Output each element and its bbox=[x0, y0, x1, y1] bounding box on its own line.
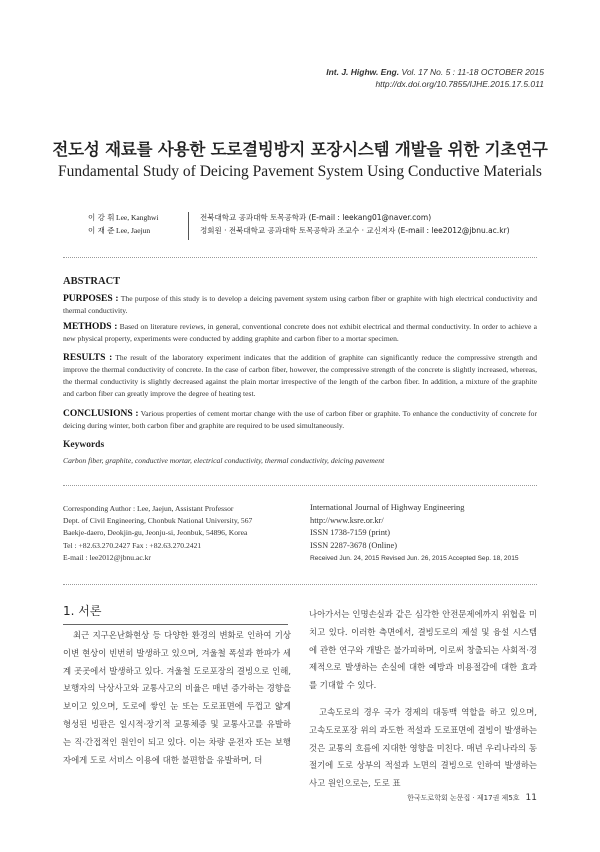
methods-text: Based on literature reviews, in general, conventional concrete does not exhibit electrical and thermal conductivity. In order to achieve a new physical property, experiments were conducted by adding graphite and carbon fiber to a mortar specimen. bbox=[63, 322, 537, 343]
author-block bbox=[88, 211, 510, 237]
doi-link[interactable]: http://dx.doi.org/10.7855/IJHE.2015.17.5.011 bbox=[375, 79, 544, 89]
author-row bbox=[88, 211, 510, 224]
author-english-name: Lee, Jaejun bbox=[116, 226, 151, 235]
volume-info: Vol. 17 No. 5 : 11-18 OCTOBER 2015 bbox=[399, 67, 544, 77]
author-english-name: Lee, Kanghwi bbox=[116, 213, 159, 222]
section-heading: 1. 서론 bbox=[63, 604, 102, 618]
abstract-conclusions bbox=[63, 408, 537, 432]
body-paragraph: 최근 지구온난화현상 등 다양한 환경의 변화로 인하여 기상이변 현상이 빈번히 발생하고 있으며, 겨울철 폭설과 한파가 세계 곳곳에서 발생하고 있다. 겨울철 도로포장의 결빙으로 인해, 보행자의 낙상사고와 교통사고의 비율은 매년 증가하는 경향을 보이고 있으며, 도로에 쌓인 눈 또는 도로표면에 두껍고 얇게 형성된 빙판은 일시적·장기적 교통체증 및 교통사고를 유발하는 직·간접적인 원인이 되고 있다. 이는 차량 운전자 또는 보행자에게 도로 서비스 이용에 대한 불편함을 유발하며, 더 bbox=[63, 630, 291, 765]
corr-line: Tel : +82.63.270.2427 Fax : +82.63.270.2421 bbox=[63, 540, 202, 550]
author-row bbox=[88, 224, 510, 237]
divider bbox=[63, 485, 537, 486]
corr-line: Baekje-daero, Deokjin-gu, Jeonju-si, Jeonbuk, 54896, Korea bbox=[63, 528, 248, 538]
corresponding-author bbox=[63, 503, 252, 564]
author-korean-name: 이 재 준 bbox=[88, 226, 115, 235]
abstract-heading: ABSTRACT bbox=[63, 276, 121, 287]
section-rule bbox=[63, 624, 288, 625]
author-korean-name: 이 강 휘 bbox=[88, 213, 115, 222]
corr-email: E-mail : lee2012@jbnu.ac.kr bbox=[63, 552, 151, 562]
conclusions-text: Various properties of cement mortar change with the use of carbon fiber or graphite. To enhance the conductivity of concrete for deicing during winter, both carbon fiber and graphite are required to be used simultaneously. bbox=[63, 409, 537, 430]
journal-abbrev: Int. J. Highw. Eng. bbox=[326, 67, 400, 77]
journal-info bbox=[310, 502, 519, 566]
purposes-text: The purpose of this study is to develop a deicing pavement system using carbon fiber or graphite with high electrical conductivity and thermal conductivity. bbox=[63, 294, 537, 315]
journal-name: International Journal of Highway Engineering bbox=[310, 503, 465, 512]
abstract-purposes bbox=[63, 293, 537, 317]
corr-line: Dept. of Civil Engineering, Chonbuk National University, 567 bbox=[63, 516, 253, 526]
journal-url[interactable]: http://www.ksre.or.kr/ bbox=[310, 515, 384, 525]
issn-print: ISSN 1738-7159 (print) bbox=[310, 528, 391, 538]
divider bbox=[63, 584, 537, 585]
results-label: RESULTS : bbox=[63, 353, 113, 363]
corr-line: Corresponding Author : Lee, Jaejun, Assistant Professor bbox=[63, 504, 234, 513]
methods-label: METHODS : bbox=[63, 322, 118, 332]
body-column-right bbox=[309, 606, 537, 793]
results-text: The result of the laboratory experiment indicates that the addition of graphite can significantly reduce the compressive strength and improve the thermal conductivity of concrete. In the case of carbon fiber, however, the compressive strength of the concrete is slightly increased, whereas, the thermal conductivity is slightly decreased against the plain mortar irrespective of the length of the carbon fiber. In addition, a mixture of the graphite and carbon fiber can greatly improve the degree of heating test. bbox=[63, 353, 537, 398]
title-korean: 전도성 재료를 사용한 도로결빙방지 포장시스템 개발을 위한 기초연구 bbox=[52, 140, 548, 159]
divider bbox=[63, 257, 537, 258]
page-footer bbox=[407, 793, 537, 803]
keywords-heading: Keywords bbox=[63, 440, 105, 450]
author-divider bbox=[188, 212, 189, 240]
body-column-left bbox=[63, 627, 291, 769]
abstract-results bbox=[63, 352, 537, 400]
author-affiliation: 정회원 · 전북대학교 공과대학 토목공학과 조교수 · 교신저자 (E-mail : lee2012@jbnu.ac.kr) bbox=[200, 226, 510, 235]
body-paragraph: 고속도로의 경우 국가 경제의 대동맥 역할을 하고 있으며, 고속도로포장 위의 과도한 적설과 도로표면에 결빙이 발생하는 것은 교통의 흐름에 지대한 영향을 미친다. 매년 우리나라의 동절기에 도로 상부의 적설과 노면의 결빙으로 인하여 발생하는 사고 원인으로는, 도로 표 bbox=[309, 706, 537, 789]
title-english: Fundamental Study of Deicing Pavement System Using Conductive Materials bbox=[58, 163, 542, 180]
issn-online: ISSN 2287-3678 (Online) bbox=[310, 540, 398, 550]
keywords-text: Carbon fiber, graphite, conductive mortar, electrical conductivity, thermal conductivity, deicing pavement bbox=[63, 456, 385, 465]
journal-header bbox=[326, 66, 544, 90]
page-number: 11 bbox=[525, 793, 537, 803]
abstract-methods bbox=[63, 321, 537, 345]
conclusions-label: CONCLUSIONS : bbox=[63, 409, 139, 419]
author-affiliation: 전북대학교 공과대학 토목공학과 (E-mail : leekang01@naver.com) bbox=[200, 213, 432, 222]
received-dates: Received Jun. 24, 2015 Revised Jun. 26, 2015 Accepted Sep. 18, 2015 bbox=[310, 555, 519, 563]
purposes-label: PURPOSES : bbox=[63, 294, 119, 304]
footer-journal: 한국도로학회 논문집 · 제17권 제5호 bbox=[407, 794, 520, 802]
body-paragraph: 나아가서는 인명손실과 같은 심각한 안전문제에까지 위협을 미치고 있다. 이러한 측면에서, 결빙도로의 제설 및 융설 시스템에 관한 연구와 개발은 불가피하며, 이로써 창출되는 사회적·경제적으로 발생하는 손실에 대한 예방과 비용절감에 대한 효과를 기대할 수 있다. bbox=[309, 609, 537, 691]
